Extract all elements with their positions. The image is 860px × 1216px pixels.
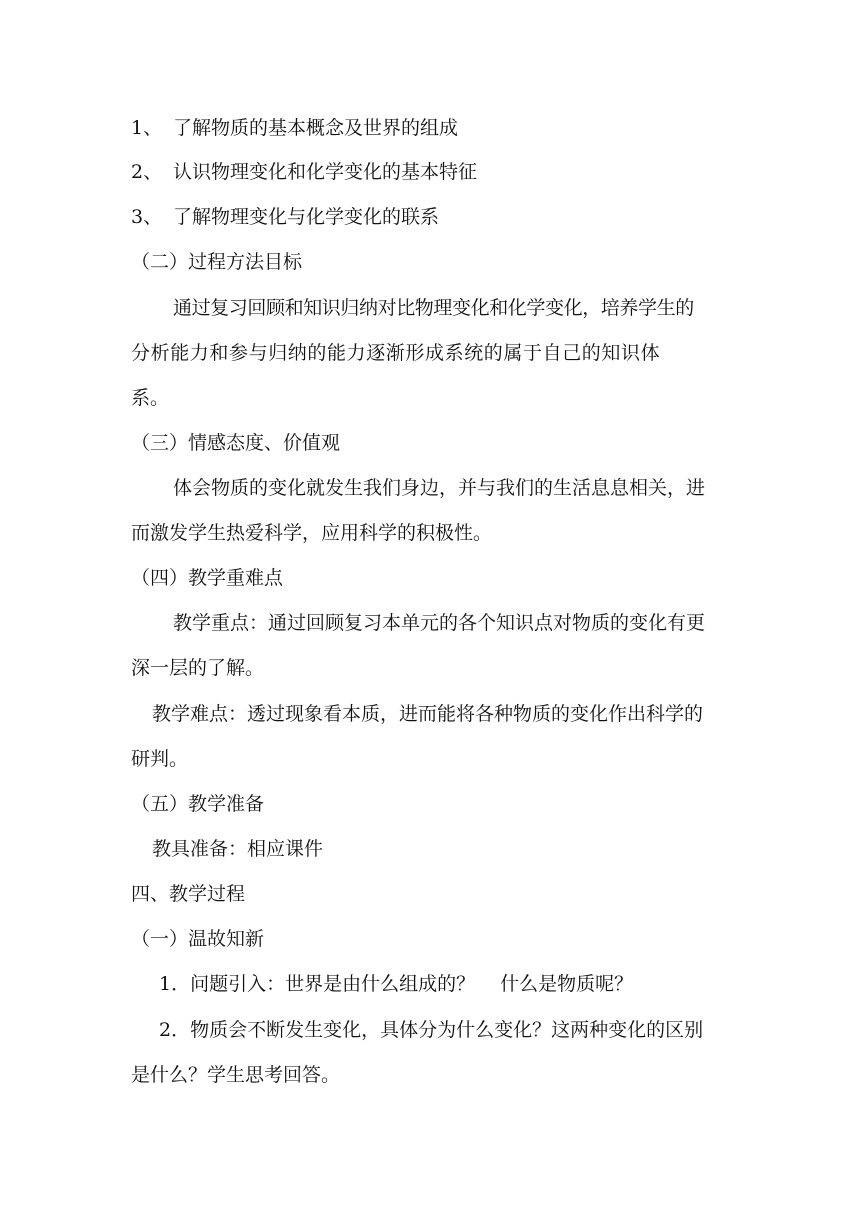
process-method-paragraph-line: 通过复习回顾和知识归纳对比物理变化和化学变化，培养学生的 [173,297,694,319]
process-method-heading: （二）过程方法目标 [131,251,303,273]
process-method-paragraph-line: 系。 [131,387,170,409]
objective-text: 了解物质的基本概念及世界的组成 [173,117,459,139]
preparation-heading: （五）教学准备 [131,793,265,815]
question-1: 1．问题引入：世界是由什么组成的？ 什么是物质呢？ [159,973,634,995]
teaching-difficulty-line: 教学难点：透过现象看本质，进而能将各种物质的变化作出科学的 [152,703,704,725]
emotion-heading: （三）情感态度、价值观 [131,432,341,454]
teaching-difficulty-line: 研判。 [131,748,189,770]
objective-item-1 [131,116,458,140]
objective-number: 2、 [131,161,163,183]
review-heading: （一）温故知新 [131,928,265,950]
teaching-focus-line: 深一层的了解。 [131,657,265,679]
objective-item-2 [131,160,477,184]
objective-text: 认识物理变化和化学变化的基本特征 [173,161,478,183]
teaching-tools: 教具准备：相应课件 [152,838,324,860]
question-2-line: 2．物质会不断发生变化，具体分为什么变化？这两种变化的区别 [159,1019,704,1041]
teaching-process-heading: 四、教学过程 [131,883,246,905]
teaching-focus-line: 教学重点：通过回顾复习本单元的各个知识点对物质的变化有更 [173,612,706,634]
emotion-paragraph-line: 体会物质的变化就发生我们身边，并与我们的生活息息相关，进 [173,477,706,499]
objective-item-3 [131,205,439,229]
question-2-line: 是什么？学生思考回答。 [131,1064,341,1086]
emotion-paragraph-line: 而激发学生热爱科学，应用科学的积极性。 [131,522,493,544]
objective-number: 3、 [131,206,163,228]
objective-number: 1、 [131,117,163,139]
objective-text: 了解物理变化与化学变化的联系 [173,206,440,228]
process-method-paragraph-line: 分析能力和参与归纳的能力逐渐形成系统的属于自己的知识体 [131,342,661,364]
key-points-heading: （四）教学重难点 [131,567,284,589]
